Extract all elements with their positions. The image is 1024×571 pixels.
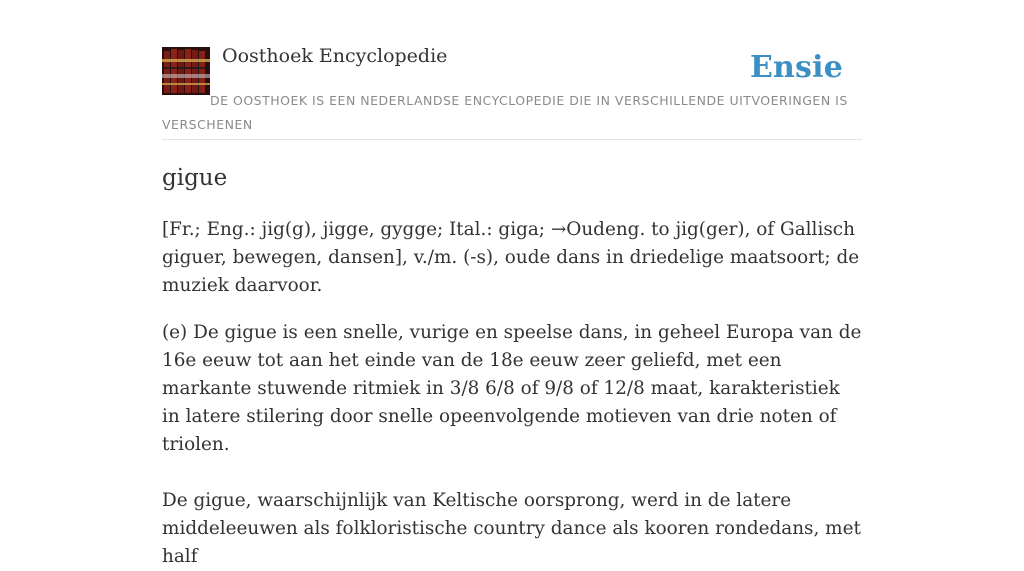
entry-paragraph-description: (e) De gigue is een snelle, vurige en speelse dans, in geheel Europa van de 16e eeuw tot aan het einde van de 18e eeuw zeer geliefd, met een markante stuwende ritmiek in 3/8 6/8 of 9/8 of 12/8 maat, karakteristiek in latere stilering door snelle opeenvolgende motieven van drie noten of triolen.: [162, 322, 862, 455]
site-header: [162, 0, 862, 140]
entry-paragraph-history: De gigue, waarschijnlijk van Keltische oorsprong, werd in de latere middeleeuwen als folkloristische country dance als kooren rondedans, met half: [162, 490, 861, 567]
book-spines-icon: [162, 47, 210, 95]
brand-logo[interactable]: Ensie: [749, 50, 843, 85]
entry-content: [162, 163, 862, 571]
book-spines-avatar[interactable]: [162, 47, 210, 95]
site-title[interactable]: Oosthoek Encyclopedie: [222, 45, 448, 67]
page-container: [162, 0, 862, 571]
site-tagline: DE OOSTHOEK IS EEN NEDERLANDSE ENCYCLOPEDIE DIE IN VERSCHILLENDE UITVOERINGEN IS VERSCHENEN: [162, 93, 848, 132]
entry-title: gigue: [162, 165, 228, 191]
entry-paragraph-definition: [Fr.; Eng.: jig(g), jigge, gygge; Ital.: giga; →Oudeng. to jig(ger), of Gallisch giguer, bewegen, dansen], v./m. (-s), oude dans in driedelige maatsoort; de muziek daarvoor.: [162, 219, 860, 296]
